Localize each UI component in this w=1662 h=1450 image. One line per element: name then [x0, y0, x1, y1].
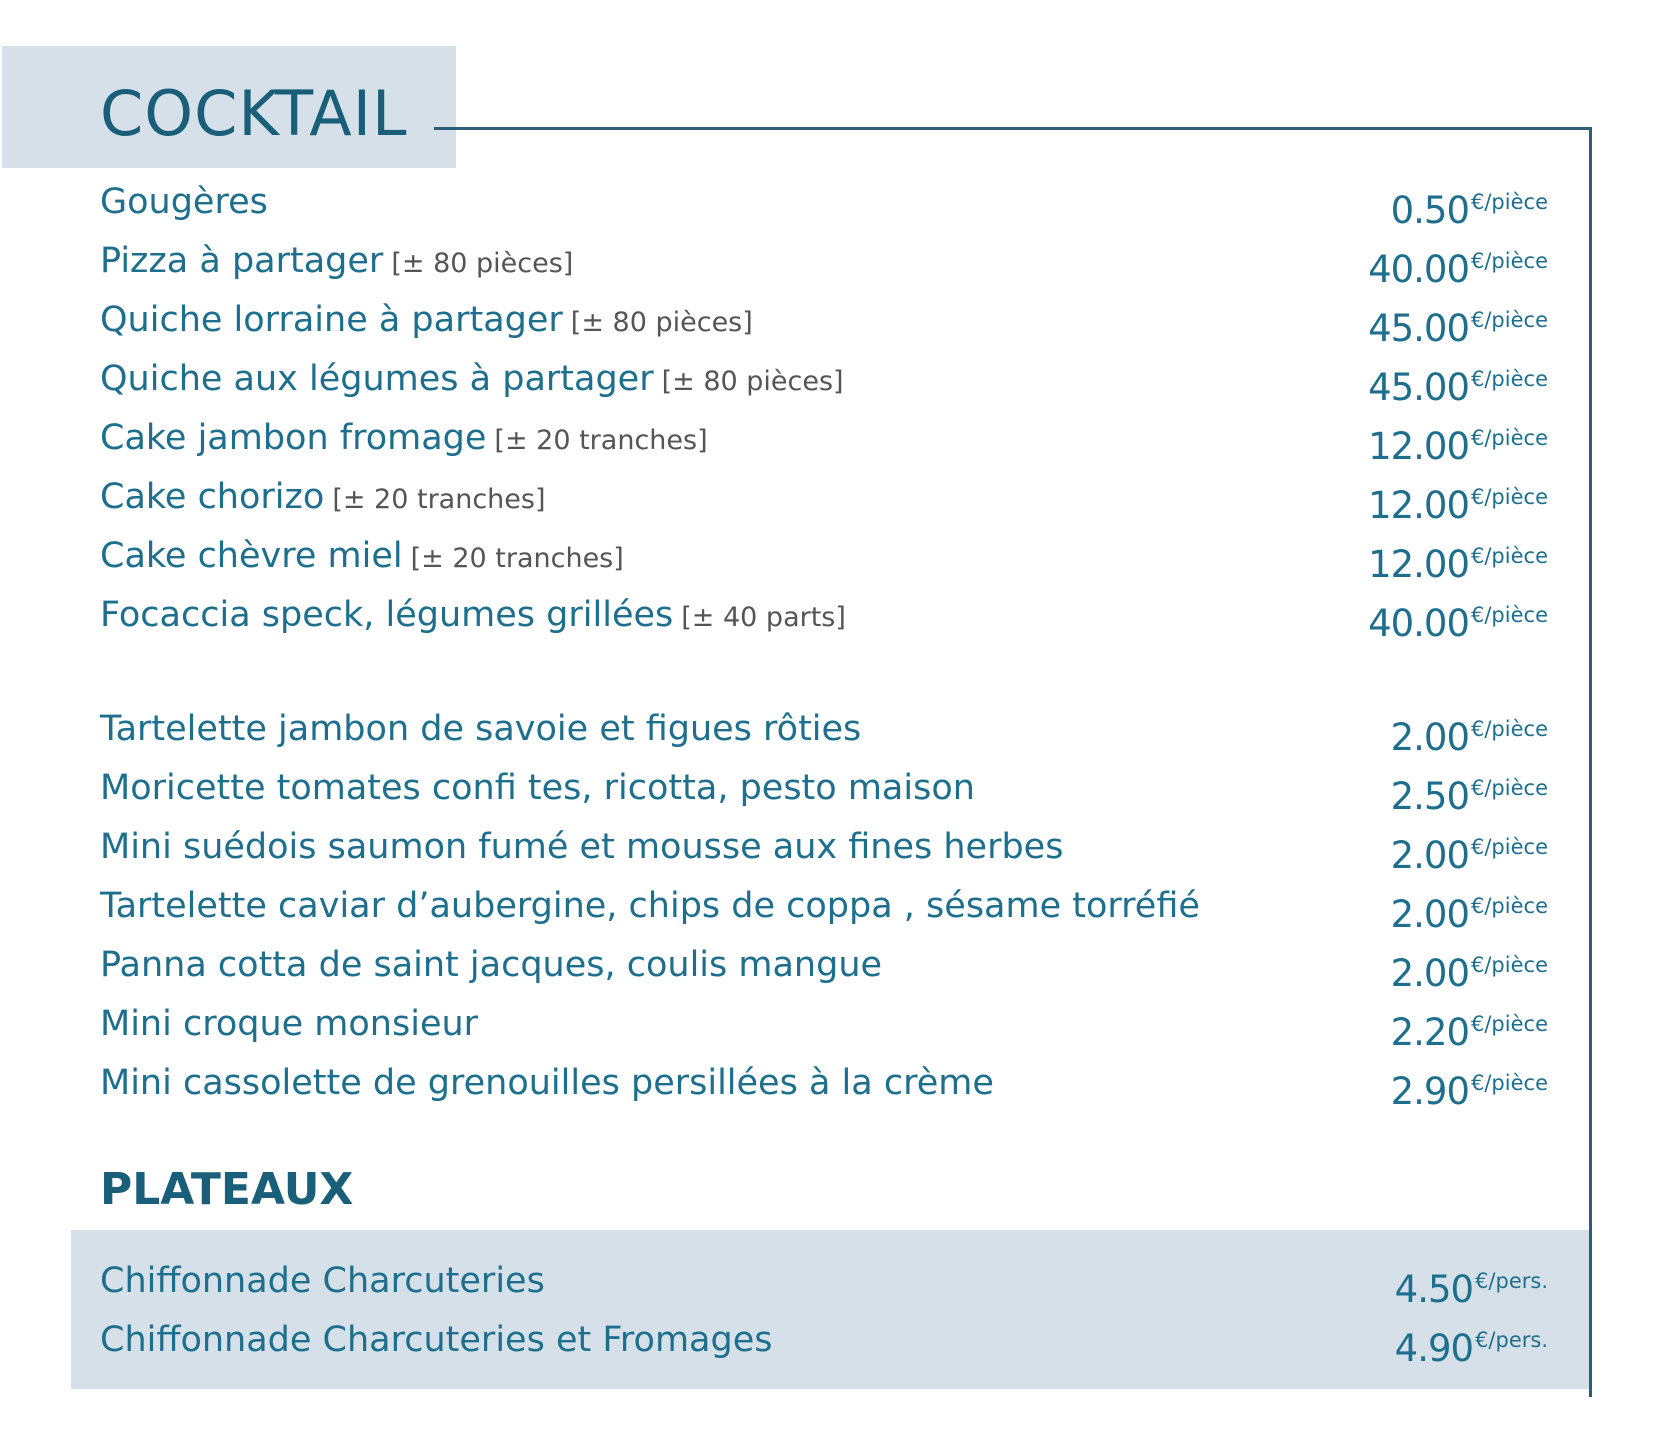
item-name: Chiffonnade Charcuteries	[100, 1261, 545, 1301]
menu-list-savory	[100, 173, 1548, 645]
item-name: Moricette tomates confi tes, ricotta, pesto maison	[100, 768, 975, 808]
price-unit: €/pers.	[1475, 1328, 1548, 1352]
item-name: Gougères	[100, 182, 268, 222]
price-unit: €/pers.	[1475, 1269, 1548, 1293]
item-price	[1391, 877, 1548, 944]
menu-item	[100, 232, 1548, 291]
plateaux-title: PLATEAUX	[100, 1164, 354, 1215]
price-value: 2.00	[1390, 952, 1469, 995]
item-name: Pizza à partager	[100, 241, 384, 281]
item-price	[1368, 291, 1548, 358]
menu-item	[100, 468, 1548, 527]
price-value: 40.00	[1368, 602, 1469, 645]
item-price	[1395, 1252, 1548, 1319]
item-price	[1391, 759, 1548, 826]
price-value: 0.50	[1390, 189, 1469, 232]
menu-list-bites	[100, 700, 1548, 1113]
item-price	[1368, 232, 1548, 299]
menu-item	[100, 995, 1548, 1054]
item-quantity-note: [± 20 tranches]	[494, 425, 708, 456]
item-quantity-note: [± 20 tranches]	[410, 543, 624, 574]
item-name: Mini suédois saumon fumé et mousse aux fines herbes	[100, 827, 1064, 867]
item-price	[1368, 586, 1548, 653]
price-unit: €/pièce	[1471, 717, 1548, 741]
item-name: Tartelette jambon de savoie et figues rôties	[100, 709, 862, 749]
price-value: 2.90	[1390, 1070, 1469, 1113]
price-unit: €/pièce	[1471, 1071, 1548, 1095]
price-value: 12.00	[1368, 484, 1469, 527]
item-name: Mini cassolette de grenouilles persillées à la crème	[100, 1063, 994, 1103]
item-name: Tartelette caviar d’aubergine, chips de coppa , sésame torréfié	[100, 886, 1200, 926]
item-price	[1368, 350, 1548, 417]
item-price	[1391, 700, 1548, 767]
item-name: Chiffonnade Charcuteries et Fromages	[100, 1320, 773, 1360]
right-divider	[1589, 127, 1592, 1397]
item-price	[1368, 409, 1548, 476]
item-name: Cake chorizo	[100, 477, 325, 517]
item-price	[1391, 173, 1548, 240]
menu-item	[100, 877, 1548, 936]
item-name: Quiche lorraine à partager	[100, 300, 563, 340]
item-name: Panna cotta de saint jacques, coulis mangue	[100, 945, 883, 985]
menu-item	[100, 409, 1548, 468]
price-value: 2.00	[1390, 716, 1469, 759]
price-unit: €/pièce	[1471, 776, 1548, 800]
price-value: 2.20	[1390, 1011, 1469, 1054]
price-unit: €/pièce	[1471, 1012, 1548, 1036]
item-price	[1368, 527, 1548, 594]
price-unit: €/pièce	[1471, 367, 1548, 391]
top-divider	[434, 127, 1592, 130]
page-title: COCKTAIL	[100, 77, 408, 150]
item-quantity-note: [± 80 pièces]	[391, 248, 574, 279]
price-value: 4.90	[1394, 1327, 1474, 1370]
menu-list-plateaux	[100, 1252, 1548, 1370]
menu-item	[100, 350, 1548, 409]
item-name: Cake jambon fromage	[100, 418, 487, 458]
price-unit: €/pièce	[1471, 190, 1548, 214]
menu-item	[100, 527, 1548, 586]
menu-item	[100, 759, 1548, 818]
item-price	[1391, 995, 1548, 1062]
price-value: 45.00	[1368, 366, 1469, 409]
item-name: Quiche aux légumes à partager	[100, 359, 654, 399]
price-value: 45.00	[1368, 307, 1469, 350]
price-value: 4.50	[1394, 1268, 1474, 1311]
item-name: Cake chèvre miel	[100, 536, 403, 576]
price-value: 40.00	[1368, 248, 1469, 291]
menu-item	[100, 1252, 1548, 1311]
menu-item	[100, 700, 1548, 759]
menu-item	[100, 586, 1548, 645]
item-price	[1395, 1311, 1548, 1378]
price-unit: €/pièce	[1471, 603, 1548, 627]
item-price	[1368, 468, 1548, 535]
price-unit: €/pièce	[1471, 485, 1548, 509]
price-unit: €/pièce	[1471, 544, 1548, 568]
item-quantity-note: [± 80 pièces]	[570, 307, 753, 338]
price-unit: €/pièce	[1471, 835, 1548, 859]
price-value: 2.50	[1390, 775, 1469, 818]
price-value: 2.00	[1390, 893, 1469, 936]
price-unit: €/pièce	[1471, 249, 1548, 273]
price-value: 2.00	[1390, 834, 1469, 877]
item-quantity-note: [± 80 pièces]	[661, 366, 844, 397]
price-unit: €/pièce	[1471, 308, 1548, 332]
item-name: Focaccia speck, légumes grillées	[100, 595, 674, 635]
item-quantity-note: [± 20 tranches]	[332, 484, 546, 515]
price-unit: €/pièce	[1471, 894, 1548, 918]
menu-item	[100, 1311, 1548, 1370]
price-value: 12.00	[1368, 425, 1469, 468]
menu-item	[100, 291, 1548, 350]
price-value: 12.00	[1368, 543, 1469, 586]
item-quantity-note: [± 40 parts]	[681, 602, 846, 633]
item-price	[1391, 1054, 1548, 1121]
menu-item	[100, 818, 1548, 877]
menu-item	[100, 936, 1548, 995]
item-name: Mini croque monsieur	[100, 1004, 479, 1044]
item-price	[1391, 936, 1548, 1003]
menu-item	[100, 1054, 1548, 1113]
price-unit: €/pièce	[1471, 953, 1548, 977]
item-price	[1391, 818, 1548, 885]
menu-item	[100, 173, 1548, 232]
price-unit: €/pièce	[1471, 426, 1548, 450]
